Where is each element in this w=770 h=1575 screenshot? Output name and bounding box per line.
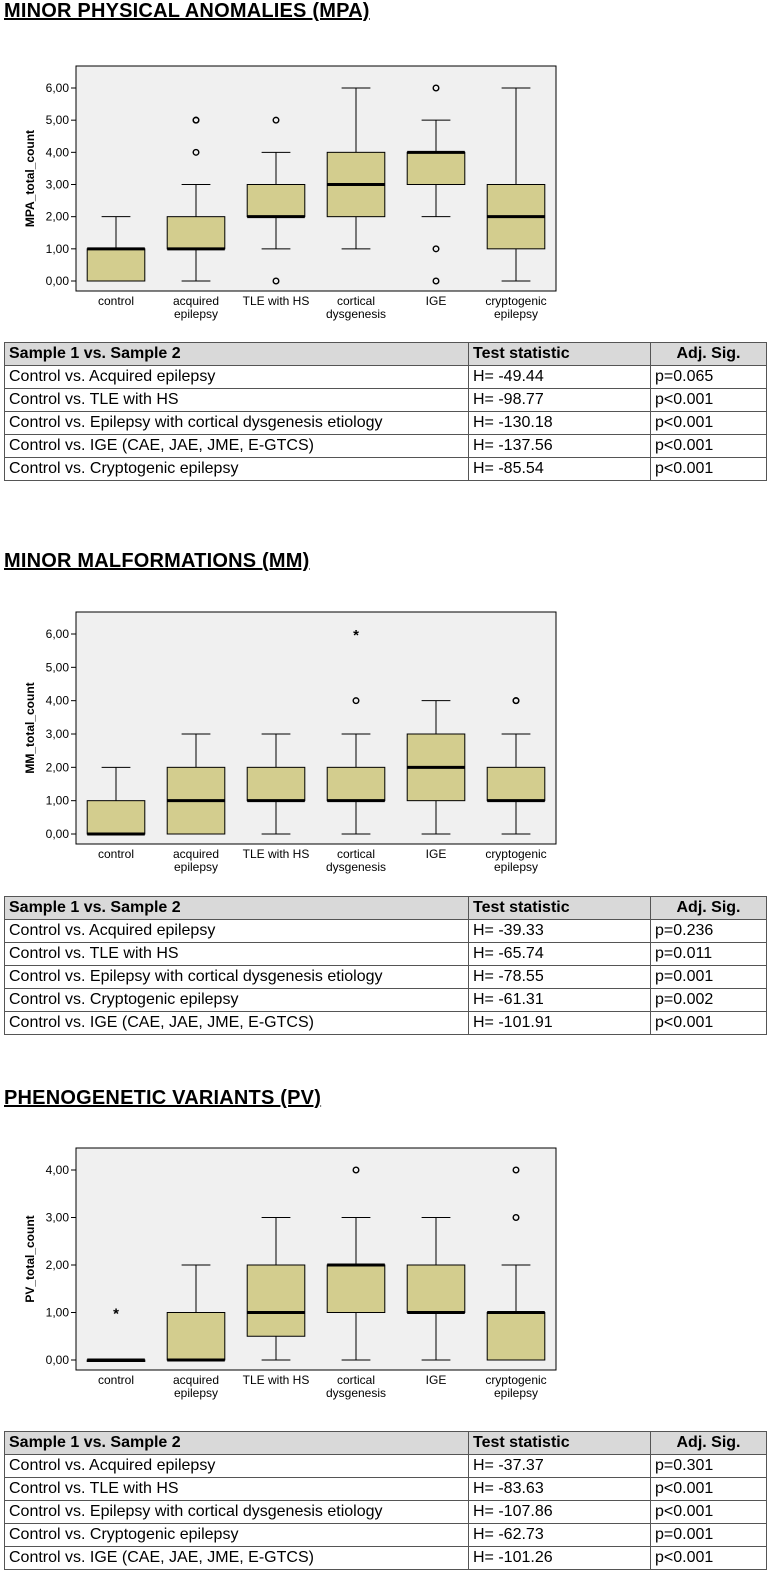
table-row xyxy=(5,1455,767,1478)
x-category-label: IGE xyxy=(425,294,447,308)
header-comparison: Sample 1 vs. Sample 2 xyxy=(5,1432,469,1455)
cell-comparison: Control vs. Acquired epilepsy xyxy=(5,920,469,943)
x-category-label: dysgenesis xyxy=(325,307,387,321)
cell-sig: p<0.001 xyxy=(651,1501,767,1524)
x-category-label: acquired xyxy=(172,847,220,861)
cell-statistic: H= -62.73 xyxy=(469,1524,651,1547)
x-category-label: epilepsy xyxy=(493,1386,539,1400)
table-row xyxy=(5,966,767,989)
y-tick-label: 4,00 xyxy=(45,145,69,160)
cell-comparison: Control vs. TLE with HS xyxy=(5,943,469,966)
cell-comparison: Control vs. TLE with HS xyxy=(5,1478,469,1501)
y-tick-label: 1,00 xyxy=(45,793,69,808)
x-category-label: epilepsy xyxy=(493,860,539,874)
box xyxy=(167,217,225,249)
cell-statistic: H= -65.74 xyxy=(469,943,651,966)
y-tick-label: 3,00 xyxy=(45,1210,69,1225)
header-comparison: Sample 1 vs. Sample 2 xyxy=(5,897,469,920)
table-row xyxy=(5,1524,767,1547)
table-row xyxy=(5,1547,767,1570)
table-row xyxy=(5,412,767,435)
cell-statistic: H= -85.54 xyxy=(469,458,651,481)
x-category-label: epilepsy xyxy=(173,1386,219,1400)
cell-comparison: Control vs. Cryptogenic epilepsy xyxy=(5,1524,469,1547)
cell-statistic: H= -107.86 xyxy=(469,1501,651,1524)
plot-area xyxy=(76,612,556,844)
header-test-statistic: Test statistic xyxy=(469,343,651,366)
box xyxy=(247,1265,305,1336)
table-row xyxy=(5,920,767,943)
y-tick-label: 5,00 xyxy=(45,660,69,675)
section-title: MINOR MALFORMATIONS (MM) xyxy=(4,550,310,572)
x-category-label: control xyxy=(97,1373,135,1387)
header-adj-sig: Adj. Sig. xyxy=(651,343,767,366)
table-row xyxy=(5,435,767,458)
cell-sig: p=0.011 xyxy=(651,943,767,966)
cell-statistic: H= -49.44 xyxy=(469,366,651,389)
table-row xyxy=(5,989,767,1012)
x-category-label: TLE with HS xyxy=(242,847,310,861)
cell-comparison: Control vs. Epilepsy with cortical dysgenesis etiology xyxy=(5,412,469,435)
box xyxy=(87,249,145,281)
cell-comparison: Control vs. Cryptogenic epilepsy xyxy=(5,458,469,481)
header-test-statistic: Test statistic xyxy=(469,897,651,920)
boxplot-chart-mm xyxy=(0,606,600,888)
header-adj-sig: Adj. Sig. xyxy=(651,1432,767,1455)
y-tick-label: 5,00 xyxy=(45,113,69,128)
cell-statistic: H= -78.55 xyxy=(469,966,651,989)
box xyxy=(87,801,145,834)
y-tick-label: 3,00 xyxy=(45,177,69,192)
box xyxy=(487,1313,545,1361)
table-row xyxy=(5,1012,767,1035)
boxplot-chart-mpa xyxy=(0,60,600,335)
box xyxy=(247,767,305,800)
extreme-point: * xyxy=(353,627,359,644)
cell-comparison: Control vs. TLE with HS xyxy=(5,389,469,412)
box xyxy=(487,767,545,800)
y-tick-label: 6,00 xyxy=(45,81,69,95)
x-category-label: IGE xyxy=(425,1373,447,1387)
table-header-row xyxy=(5,343,767,366)
table-row xyxy=(5,389,767,412)
x-category-label: acquired xyxy=(172,1373,220,1387)
cell-statistic: H= -98.77 xyxy=(469,389,651,412)
y-tick-label: 0,00 xyxy=(45,1353,69,1367)
x-category-label: cryptogenic xyxy=(485,847,547,861)
cell-comparison: Control vs. IGE (CAE, JAE, JME, E-GTCS) xyxy=(5,1547,469,1570)
table-row xyxy=(5,458,767,481)
x-category-label: epilepsy xyxy=(493,307,539,321)
plot-area xyxy=(76,66,556,291)
x-category-label: cortical xyxy=(336,1373,376,1387)
cell-sig: p<0.001 xyxy=(651,1547,767,1570)
cell-sig: p=0.001 xyxy=(651,966,767,989)
cell-comparison: Control vs. Epilepsy with cortical dysgenesis etiology xyxy=(5,966,469,989)
cell-sig: p<0.001 xyxy=(651,389,767,412)
x-category-label: dysgenesis xyxy=(325,1386,387,1400)
y-tick-label: 1,00 xyxy=(45,1305,69,1320)
table-header-row xyxy=(5,897,767,920)
y-tick-label: 4,00 xyxy=(45,1163,69,1177)
table-row xyxy=(5,1501,767,1524)
box xyxy=(327,767,385,800)
y-tick-label: 4,00 xyxy=(45,693,69,708)
x-category-label: control xyxy=(97,847,135,861)
stats-table-pv xyxy=(4,1431,767,1570)
section-title: MINOR PHYSICAL ANOMALIES (MPA) xyxy=(4,0,370,22)
y-tick-label: 2,00 xyxy=(45,209,69,224)
boxplot-chart-pv xyxy=(0,1142,600,1414)
cell-sig: p<0.001 xyxy=(651,435,767,458)
cell-statistic: H= -101.26 xyxy=(469,1547,651,1570)
cell-sig: p=0.002 xyxy=(651,989,767,1012)
box xyxy=(167,1313,225,1361)
x-category-label: acquired xyxy=(172,294,220,308)
extreme-point: * xyxy=(113,1305,119,1323)
stats-table-mm xyxy=(4,896,767,1035)
cell-comparison: Control vs. IGE (CAE, JAE, JME, E-GTCS) xyxy=(5,1012,469,1035)
section-title: PHENOGENETIC VARIANTS (PV) xyxy=(4,1087,322,1109)
cell-statistic: H= -37.37 xyxy=(469,1455,651,1478)
y-tick-label: 0,00 xyxy=(45,827,69,841)
table-header-row xyxy=(5,1432,767,1455)
table-row xyxy=(5,366,767,389)
cell-sig: p=0.065 xyxy=(651,366,767,389)
x-category-label: dysgenesis xyxy=(325,860,387,874)
cell-comparison: Control vs. Cryptogenic epilepsy xyxy=(5,989,469,1012)
header-test-statistic: Test statistic xyxy=(469,1432,651,1455)
box xyxy=(407,1265,465,1313)
y-axis-label: MM_total_count xyxy=(23,682,37,774)
x-category-label: TLE with HS xyxy=(242,1373,310,1387)
cell-statistic: H= -130.18 xyxy=(469,412,651,435)
y-tick-label: 6,00 xyxy=(45,627,69,641)
plot-area xyxy=(76,1148,556,1370)
x-category-label: cryptogenic xyxy=(485,294,547,308)
cell-statistic: H= -137.56 xyxy=(469,435,651,458)
x-category-label: TLE with HS xyxy=(242,294,310,308)
x-category-label: control xyxy=(97,294,135,308)
stats-table-mpa xyxy=(4,342,767,481)
y-tick-label: 3,00 xyxy=(45,727,69,741)
x-category-label: cortical xyxy=(336,847,376,861)
x-category-label: epilepsy xyxy=(173,860,219,874)
cell-statistic: H= -61.31 xyxy=(469,989,651,1012)
cell-comparison: Control vs. Acquired epilepsy xyxy=(5,1455,469,1478)
y-tick-label: 2,00 xyxy=(45,1258,69,1272)
cell-comparison: Control vs. Epilepsy with cortical dysgenesis etiology xyxy=(5,1501,469,1524)
header-adj-sig: Adj. Sig. xyxy=(651,897,767,920)
cell-statistic: H= -101.91 xyxy=(469,1012,651,1035)
table-row xyxy=(5,943,767,966)
x-category-label: IGE xyxy=(425,847,447,861)
y-tick-label: 0,00 xyxy=(45,274,69,288)
cell-sig: p=0.236 xyxy=(651,920,767,943)
cell-sig: p=0.301 xyxy=(651,1455,767,1478)
y-axis-label: MPA_total_count xyxy=(23,129,37,228)
table-row xyxy=(5,1478,767,1501)
cell-comparison: Control vs. IGE (CAE, JAE, JME, E-GTCS) xyxy=(5,435,469,458)
y-tick-label: 1,00 xyxy=(45,241,69,256)
cell-sig: p<0.001 xyxy=(651,412,767,435)
cell-sig: p<0.001 xyxy=(651,1012,767,1035)
x-category-label: cryptogenic xyxy=(485,1373,547,1387)
cell-sig: p<0.001 xyxy=(651,1478,767,1501)
box xyxy=(327,1265,385,1313)
x-category-label: cortical xyxy=(336,294,376,308)
y-axis-label: PV_total_count xyxy=(23,1215,37,1303)
cell-statistic: H= -39.33 xyxy=(469,920,651,943)
cell-statistic: H= -83.63 xyxy=(469,1478,651,1501)
box xyxy=(407,152,465,184)
box xyxy=(247,185,305,217)
cell-sig: p=0.001 xyxy=(651,1524,767,1547)
x-category-label: epilepsy xyxy=(173,307,219,321)
cell-comparison: Control vs. Acquired epilepsy xyxy=(5,366,469,389)
y-tick-label: 2,00 xyxy=(45,760,69,775)
header-comparison: Sample 1 vs. Sample 2 xyxy=(5,343,469,366)
cell-sig: p<0.001 xyxy=(651,458,767,481)
